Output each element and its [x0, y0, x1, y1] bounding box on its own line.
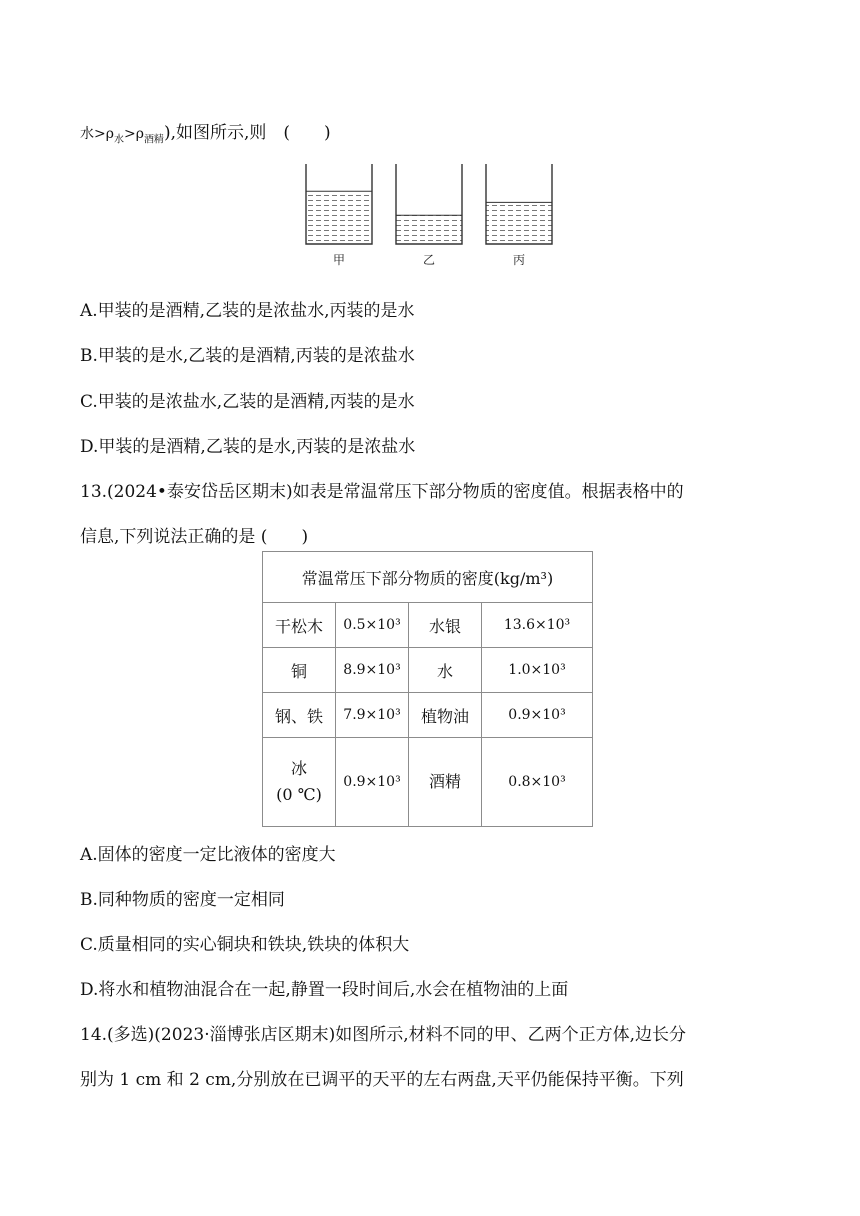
- q12-option-d: D.甲装的是酒精,乙装的是水,丙装的是浓盐水: [80, 437, 416, 457]
- q13-stem-line2: 信息,下列说法正确的是 ( ): [80, 527, 309, 547]
- substance-cell: 植物油: [409, 693, 482, 738]
- density-comparison-fragment: [80, 118, 331, 145]
- fragment-sub-water: 水: [113, 134, 124, 146]
- substance-cell: 铜: [263, 648, 336, 693]
- q12-option-c: C.甲装的是浓盐水,乙装的是酒精,丙装的是水: [80, 392, 415, 412]
- substance-cell: 酒精: [409, 738, 482, 827]
- table-row: [263, 648, 593, 693]
- fragment-sub-alcohol: 酒精: [143, 134, 164, 146]
- q13-option-d: D.将水和植物油混合在一起,静置一段时间后,水会在植物油的上面: [80, 980, 569, 1000]
- liquid-fill: [396, 215, 462, 244]
- q14-stem-line2: 别为 1 cm 和 2 cm,分别放在已调平的天平的左右两盘,天平仍能保持平衡。下列: [80, 1070, 684, 1090]
- density-cell: 7.9×10³: [336, 693, 409, 738]
- density-table-caption: 常温常压下部分物质的密度(kg/m³): [263, 552, 593, 603]
- liquid-fill: [306, 191, 372, 244]
- fragment-mid: >ρ: [123, 126, 144, 142]
- beaker-label: 丙: [512, 253, 526, 267]
- density-cell: 0.8×10³: [482, 738, 593, 827]
- ice-condition: (0 ℃): [276, 785, 322, 804]
- beaker-label: 乙: [422, 253, 436, 267]
- substance-cell: 干松木: [263, 603, 336, 648]
- beakers-figure: [300, 158, 560, 270]
- q12-option-a: A.甲装的是酒精,乙装的是浓盐水,丙装的是水: [80, 301, 415, 321]
- q13-option-b: B.同种物质的密度一定相同: [80, 890, 285, 910]
- substance-cell: 钢、铁: [263, 693, 336, 738]
- table-row: [263, 738, 593, 827]
- ice-label: 冰: [290, 759, 307, 779]
- substance-cell: 水: [409, 648, 482, 693]
- table-row: [263, 693, 593, 738]
- q13-option-a: A.固体的密度一定比液体的密度大: [80, 845, 336, 865]
- q12-option-b: B.甲装的是水,乙装的是酒精,丙装的是浓盐水: [80, 346, 415, 366]
- density-cell: 8.9×10³: [336, 648, 409, 693]
- liquid-fill: [486, 202, 552, 244]
- table-row: [263, 603, 593, 648]
- density-cell: 13.6×10³: [482, 603, 593, 648]
- density-cell: 0.9×10³: [482, 693, 593, 738]
- q13-stem-line1: 13.(2024•泰安岱岳区期末)如表是常温常压下部分物质的密度值。根据表格中的: [80, 482, 684, 502]
- density-cell: 0.5×10³: [336, 603, 409, 648]
- q13-option-c: C.质量相同的实心铜块和铁块,铁块的体积大: [80, 935, 410, 955]
- density-table: [262, 551, 593, 827]
- density-cell: 1.0×10³: [482, 648, 593, 693]
- q14-stem-line1: 14.(多选)(2023·淄博张店区期末)如图所示,材料不同的甲、乙两个正方体,边长分: [80, 1025, 687, 1045]
- fragment-prefix: 水>ρ: [80, 126, 114, 142]
- beaker-label: 甲: [332, 253, 346, 267]
- density-cell: 0.9×10³: [336, 738, 409, 827]
- substance-cell: 水银: [409, 603, 482, 648]
- fragment-suffix: ),如图所示,则 ( ): [163, 123, 331, 143]
- substance-cell: [263, 738, 336, 827]
